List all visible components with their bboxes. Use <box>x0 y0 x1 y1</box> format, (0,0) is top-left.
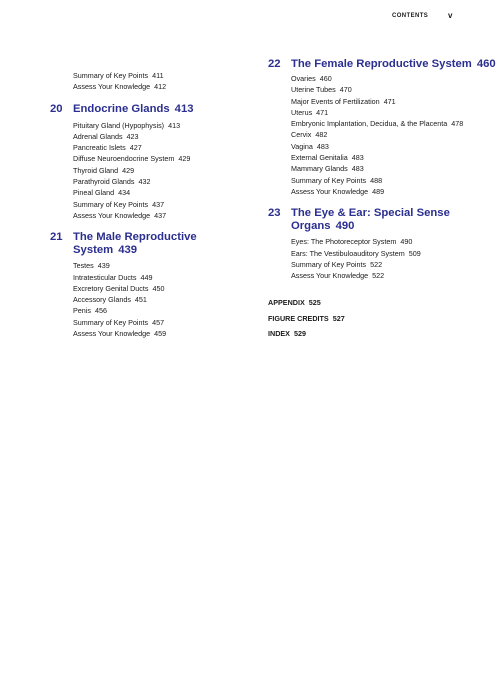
backmatter-title: FIGURE CREDITS <box>268 313 329 323</box>
page-number: v <box>448 11 453 20</box>
chapter-heading-22[interactable] <box>268 58 496 71</box>
toc-entry[interactable] <box>291 96 468 107</box>
chapter-page: 439 <box>118 244 138 257</box>
toc-right-column <box>268 58 496 342</box>
toc-entry-page: 434 <box>118 188 131 198</box>
toc-entry[interactable] <box>73 70 250 81</box>
toc-entry[interactable] <box>73 81 250 92</box>
toc-entry[interactable] <box>73 283 250 294</box>
chapter-number: 22 <box>268 58 281 70</box>
toc-entry-title: Assess Your Knowledge <box>73 82 151 92</box>
toc-entry-title: Excretory Genital Ducts <box>73 283 149 293</box>
toc-entry-page: 457 <box>152 317 165 327</box>
toc-entry-page: 459 <box>154 329 167 339</box>
toc-entry-title: Ears: The Vestibuloauditory System <box>291 248 405 258</box>
toc-entry-page: 449 <box>140 272 153 282</box>
toc-entry-title: Vagina <box>291 141 313 151</box>
chapter-page: 490 <box>335 220 355 233</box>
toc-left-column <box>50 70 250 339</box>
toc-entry[interactable] <box>73 142 250 153</box>
toc-entry-page: 411 <box>152 71 164 80</box>
toc-entry-title: Assess Your Knowledge <box>73 210 151 220</box>
toc-entry-page: 451 <box>134 295 147 305</box>
toc-entry[interactable] <box>291 141 468 152</box>
toc-entry-title: Accessory Glands <box>73 295 131 305</box>
toc-entry-page: 412 <box>154 82 167 92</box>
toc-entry-page: 423 <box>126 131 139 141</box>
chapter-title: The Eye & Ear: Special Sense Organs 490 <box>291 207 450 233</box>
chapter-page: 460 <box>476 58 496 70</box>
toc-entry-title: Eyes: The Photoreceptor System <box>291 237 397 247</box>
toc-entry-title: Mammary Glands <box>291 164 348 174</box>
toc-entry[interactable] <box>73 328 250 339</box>
toc-entry-title: Pancreatic Islets <box>73 143 126 153</box>
toc-entry-page: 522 <box>372 271 385 281</box>
toc-entry-title: Pineal Gland <box>73 188 115 198</box>
toc-entry-page: 471 <box>316 107 329 117</box>
backmatter-title: INDEX <box>268 329 290 339</box>
toc-entry-title: Adrenal Glands <box>73 131 123 141</box>
toc-entry[interactable] <box>291 163 468 174</box>
toc-entry-page: 483 <box>351 164 364 174</box>
toc-entry-page: 429 <box>122 165 135 175</box>
backmatter-page: 529 <box>293 329 306 339</box>
toc-entry[interactable] <box>73 272 250 283</box>
toc-entry-title: Summary of Key Points <box>73 199 149 209</box>
chapter-number: 20 <box>50 102 63 115</box>
toc-entry[interactable] <box>291 259 468 270</box>
toc-entry[interactable] <box>73 210 250 221</box>
toc-entry[interactable] <box>291 107 468 118</box>
toc-entry[interactable] <box>73 187 250 198</box>
toc-entry-page: 478 <box>451 119 464 129</box>
toc-entry-page: 488 <box>370 175 383 185</box>
chapter-title: Endocrine Glands 413 <box>73 102 194 115</box>
backmatter-page: 525 <box>308 298 321 308</box>
toc-entry[interactable] <box>291 186 468 197</box>
toc-entry-page: 490 <box>400 237 413 247</box>
toc-entry[interactable] <box>73 153 250 164</box>
chapter-heading-20[interactable] <box>50 103 250 116</box>
toc-entry-page: 427 <box>129 143 142 153</box>
toc-entry-title: Intratesticular Ducts <box>73 272 137 282</box>
toc-entry[interactable] <box>291 73 468 84</box>
toc-entry[interactable] <box>73 294 250 305</box>
toc-entry-title: Diffuse Neuroendocrine System <box>73 154 175 164</box>
toc-entry-page: 432 <box>138 177 151 187</box>
toc-entry-page: 450 <box>152 283 165 293</box>
toc-entry-title: Assess Your Knowledge <box>291 186 369 196</box>
toc-entry[interactable] <box>291 84 468 95</box>
toc-entry-title: Cervix <box>291 130 312 140</box>
backmatter-figure-credits[interactable] <box>268 311 468 327</box>
toc-entry[interactable] <box>73 317 250 328</box>
toc-entry-page: 509 <box>408 248 421 258</box>
backmatter-title: APPENDIX <box>268 298 305 308</box>
toc-entry-title: External Genitalia <box>291 153 348 163</box>
toc-entry-title: Embryonic Implantation, Decidua, & the Placenta <box>291 119 448 129</box>
toc-entry-title: Uterine Tubes <box>291 85 336 95</box>
backmatter-index[interactable] <box>268 326 468 342</box>
toc-entry-title: Assess Your Knowledge <box>73 329 151 339</box>
running-head-title: CONTENTS <box>392 13 429 19</box>
toc-entry-title: Assess Your Knowledge <box>291 271 369 281</box>
toc-entry-page: 483 <box>316 141 329 151</box>
toc-entry-title: Ovaries <box>291 74 316 83</box>
toc-entry-page: 437 <box>154 210 167 220</box>
toc-entry[interactable] <box>73 305 250 316</box>
toc-entry-page: 460 <box>319 74 332 83</box>
chapter-heading-23[interactable] <box>268 207 468 233</box>
chapter-number: 21 <box>50 231 63 244</box>
chapter-number: 23 <box>268 207 281 220</box>
toc-entry[interactable] <box>291 270 468 281</box>
toc-entry-page: 471 <box>383 96 396 106</box>
toc-entry-page: 489 <box>372 186 385 196</box>
toc-entry-page: 439 <box>97 261 110 271</box>
toc-entry-title: Major Events of Fertilization <box>291 96 380 106</box>
toc-entry[interactable] <box>291 152 468 163</box>
chapter-page: 413 <box>174 102 194 115</box>
toc-entry-title: Summary of Key Points <box>291 259 367 269</box>
toc-entry-page: 456 <box>94 306 107 316</box>
toc-entry[interactable] <box>73 131 250 142</box>
backmatter-appendix[interactable] <box>268 295 468 311</box>
chapter-title: The Female Reproductive System 460 <box>291 58 496 70</box>
toc-entry[interactable] <box>291 129 468 140</box>
toc-entry[interactable] <box>73 260 250 271</box>
toc-entry-title: Pituitary Gland (Hypophysis) <box>73 120 165 130</box>
backmatter-page: 527 <box>332 313 345 323</box>
chapter-heading-21[interactable] <box>50 231 250 257</box>
toc-entry-title: Uterus <box>291 107 313 117</box>
toc-entry-title: Summary of Key Points <box>291 175 367 185</box>
chapter-title: The Male Reproductive System 439 <box>73 231 197 257</box>
toc-entry-title: Summary of Key Points <box>73 317 149 327</box>
toc-entry[interactable] <box>73 199 250 210</box>
toc-entry-title: Penis <box>73 306 91 316</box>
toc-entry[interactable] <box>291 175 468 186</box>
toc-entry-page: 429 <box>178 154 191 164</box>
toc-entry[interactable] <box>73 165 250 176</box>
toc-entry-page: 413 <box>168 120 181 130</box>
toc-entry-page: 522 <box>370 259 383 269</box>
toc-entry-title: Testes <box>73 261 94 271</box>
toc-entry[interactable] <box>291 236 468 247</box>
toc-entry-title: Thyroid Gland <box>73 165 119 175</box>
toc-entry[interactable] <box>73 176 250 187</box>
toc-entry-title: Summary of Key Points <box>73 71 149 80</box>
toc-entry[interactable] <box>73 120 250 131</box>
toc-entry-page: 483 <box>351 153 364 163</box>
toc-entry-title: Parathyroid Glands <box>73 177 135 187</box>
toc-entry[interactable] <box>291 248 468 259</box>
toc-entry-page: 482 <box>315 130 328 140</box>
toc-entry-page: 470 <box>339 85 352 95</box>
toc-entry-page: 437 <box>152 199 165 209</box>
toc-entry[interactable] <box>291 118 468 129</box>
